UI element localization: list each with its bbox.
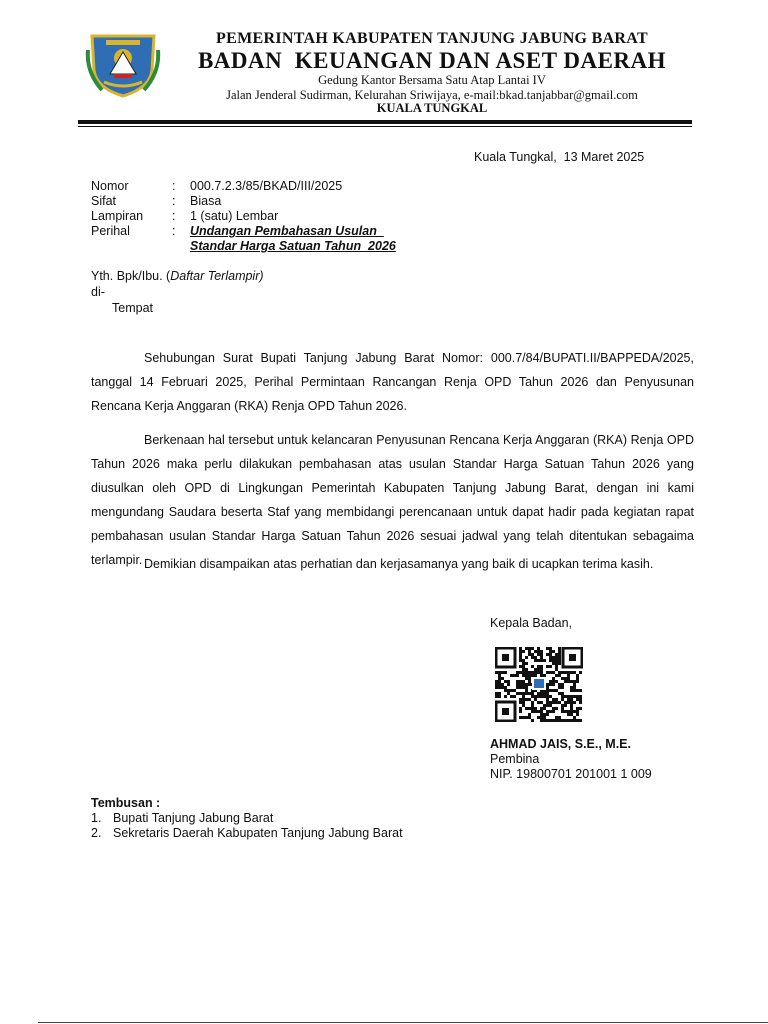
place-date: Kuala Tungkal, 13 Maret 2025 xyxy=(474,150,645,164)
letterhead-rule-thin xyxy=(78,126,692,127)
body-paragraph-1: Sehubungan Surat Bupati Tanjung Jabung Barat Nomor: 000.7/84/BUPATI.II/BAPPEDA/2025, tanggal 14 Februari 2025, Perihal Permintaan Rancangan Renja OPD Tahun 2026 dan Penyusunan Rencana Kerja Anggaran (RKA) Renja OPD Tahun 2026. xyxy=(91,351,694,413)
qr-code-icon xyxy=(495,647,583,722)
signature-title: Kepala Badan, xyxy=(490,616,573,630)
meta-label-nomor: Nomor xyxy=(91,179,129,193)
footer-rule xyxy=(38,1022,768,1023)
recipient-line xyxy=(91,269,264,284)
meta-value-perihal-line2: Standar Harga Satuan Tahun 2026 xyxy=(190,239,396,253)
meta-sep: : xyxy=(172,179,176,193)
regency-emblem-icon xyxy=(84,30,162,100)
signatory-name: AHMAD JAIS, S.E., M.E. xyxy=(490,737,631,751)
meta-sep: : xyxy=(172,209,176,223)
recipient-prefix: Yth. Bpk/Ibu. ( xyxy=(91,269,171,283)
meta-value-lampiran: 1 (satu) Lembar xyxy=(190,209,279,223)
letterhead-building: Gedung Kantor Bersama Satu Atap Lantai IV xyxy=(318,73,546,87)
meta-label-sifat: Sifat xyxy=(91,194,117,208)
letterhead-agency: BADAN KEUANGAN DAN ASET DAERAH xyxy=(197,48,667,73)
meta-sep: : xyxy=(172,224,176,238)
meta-label-perihal: Perihal xyxy=(91,224,130,238)
cc-item-number: 1. xyxy=(91,811,102,825)
cc-item-number: 2. xyxy=(91,826,102,840)
signatory-nip: NIP. 19800701 201001 1 009 xyxy=(490,767,652,781)
meta-value-sifat: Biasa xyxy=(190,194,222,208)
cc-title: Tembusan : xyxy=(91,796,161,810)
cc-item-text: Bupati Tanjung Jabung Barat xyxy=(113,811,274,825)
meta-value-nomor: 000.7.2.3/85/BKAD/III/2025 xyxy=(190,179,343,193)
body-paragraph-3: Demikian disampaikan atas perhatian dan kerjasamanya yang baik di ucapkan terima kasih. xyxy=(144,557,654,571)
recipient-di: di- xyxy=(91,285,105,299)
recipient-note: Daftar Terlampir) xyxy=(170,269,264,283)
meta-value-perihal: Undangan Pembahasan Usulan_ xyxy=(190,224,384,238)
recipient-place: Tempat xyxy=(112,301,153,315)
letterhead-city: KUALA TUNGKAL xyxy=(376,101,488,115)
cc-item-text: Sekretaris Daerah Kabupaten Tanjung Jabung Barat xyxy=(113,826,403,840)
letterhead-government: PEMERINTAH KABUPATEN TANJUNG JABUNG BARAT xyxy=(216,30,648,47)
letterhead-street: Jalan Jenderal Sudirman, Kelurahan Sriwijaya, e-mail:bkad.tanjabbar@gmail.com xyxy=(226,88,638,102)
letterhead-rule-thick xyxy=(78,120,692,124)
signatory-rank: Pembina xyxy=(490,752,540,766)
meta-sep: : xyxy=(172,194,176,208)
body-paragraph-2: Berkenaan hal tersebut untuk kelancaran Penyusunan Rencana Kerja Anggaran (RKA) Renja OPD Tahun 2026 maka perlu dilakukan pembahasan atas usulan Standar Harga Satuan Tahun 2026 yang diusulkan oleh OPD di Lingkungan Pemerintah Kabupaten Tanjung Jabung Barat, dengan ini kami mengundang Saudara beserta Staf yang membidangi perencanaan untuk dapat hadir pada kegiatan rapat pembahasan usulan Standar Harga Satuan Tahun 2026 sesuai jadwal yang telah ditentukan sebagaima terlampir. xyxy=(91,433,694,567)
meta-label-lampiran: Lampiran xyxy=(91,209,144,223)
